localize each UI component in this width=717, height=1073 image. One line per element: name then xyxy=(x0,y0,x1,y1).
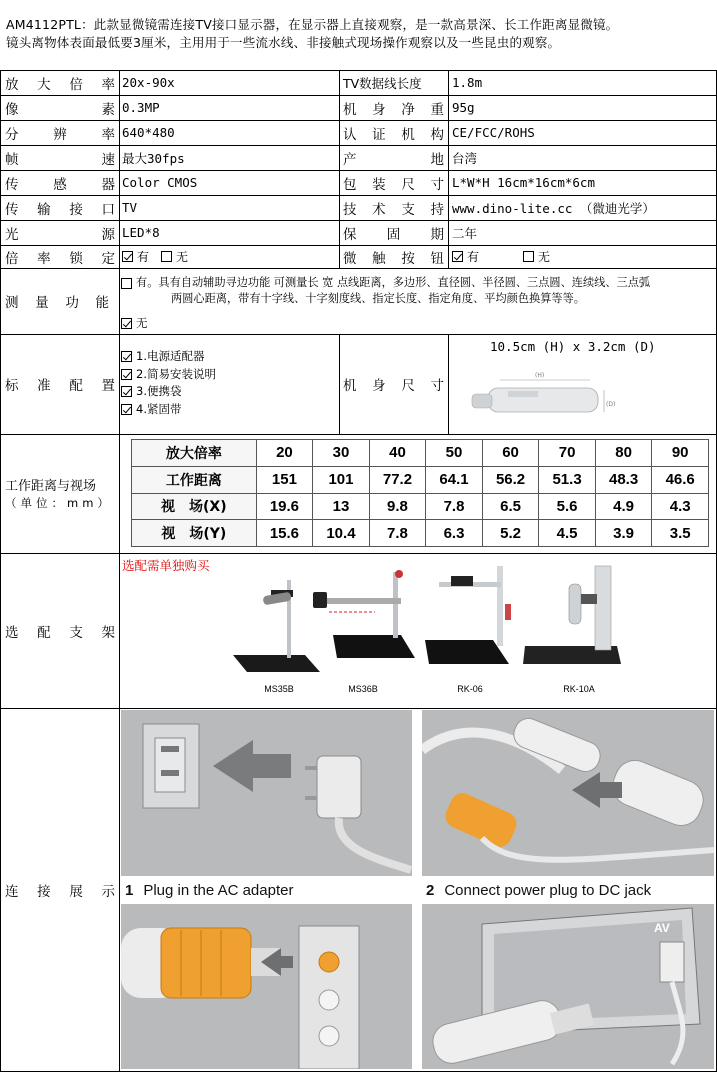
standard-item-checkbox[interactable] xyxy=(121,369,132,380)
spec-right-value: 台湾 xyxy=(452,150,478,166)
table-header: 60 xyxy=(482,440,539,467)
table-cell: 151 xyxy=(256,466,313,493)
stand-name-label: MS36B xyxy=(348,684,378,694)
stand-name-label: RK-10A xyxy=(563,684,595,694)
spec-value: 最大30fps xyxy=(122,150,185,166)
spec-right-label: 包 装 尺 寸 xyxy=(343,176,444,193)
table-header: 70 xyxy=(539,440,596,467)
table-cell: 48.3 xyxy=(595,466,652,493)
button-yes-checkbox[interactable] xyxy=(452,251,463,262)
tv-av-label: AV xyxy=(654,921,670,935)
table-cell: 77.2 xyxy=(369,466,426,493)
table-header: 40 xyxy=(369,440,426,467)
intro-line-1: AM4112PTL：此款显微镜需连接TV接口显示器，在显示器上直接观察，是一款高景深、长工作距离显微镜。 xyxy=(6,17,619,32)
table-cell: 3.5 xyxy=(652,520,709,547)
stand-ms36b-image xyxy=(313,570,415,658)
table-row xyxy=(132,466,709,493)
dc-jack-illustration xyxy=(422,710,714,876)
table-header: 20 xyxy=(256,440,313,467)
spec-value: Color CMOS xyxy=(122,175,198,190)
table-cell: 46.6 xyxy=(652,466,709,493)
table-cell: 5.6 xyxy=(539,493,596,520)
table-cell: 51.3 xyxy=(539,466,596,493)
spec-value: LED*8 xyxy=(122,225,160,240)
stand-name-label: RK-06 xyxy=(457,684,483,694)
lock-yes-checkbox[interactable] xyxy=(122,251,133,262)
stand-rk10a-image xyxy=(523,566,621,664)
step-2-text: Connect power plug to DC jack xyxy=(444,881,652,899)
table-cell: 4.5 xyxy=(539,520,596,547)
table-cell: 3.9 xyxy=(595,520,652,547)
measure-yes: 有。具有自动辅助寻边功能 可测量长 宽 点线距离，多边形、直径圆、半径圆、三点圆、连续线、三点弧 两圆心距离，带有十字线、十字刻度线、指定长度、指定角度、平均颜色换算等等。 xyxy=(121,275,713,307)
microscope-dimension-image xyxy=(470,366,620,426)
standard-item: 3.便携袋 xyxy=(121,383,216,401)
standard-item-checkbox[interactable] xyxy=(121,386,132,397)
table-cell: 10.4 xyxy=(313,520,370,547)
table-cell: 5.2 xyxy=(482,520,539,547)
button-no-option[interactable]: 无 xyxy=(523,248,550,265)
spec-label: 传 感 器 xyxy=(5,176,115,193)
standard-item: 1.电源适配器 xyxy=(121,348,216,366)
table-cell: 56.2 xyxy=(482,466,539,493)
table-cell: 7.8 xyxy=(426,493,483,520)
lock-no-option[interactable]: 无 xyxy=(161,248,188,265)
stand-name-label: MS35B xyxy=(264,684,294,694)
standard-item: 4.紧固带 xyxy=(121,401,216,419)
spec-right-label: 技 术 支 持 xyxy=(343,201,444,218)
spec-right-label: 认 证 机 构 xyxy=(343,126,444,143)
arrow-left-icon xyxy=(213,740,291,792)
table-cell: 4.9 xyxy=(595,493,652,520)
table-cell: 101 xyxy=(313,466,370,493)
intro-line-2: 镜头离物体表面最低要3厘米，主用用于一些流水线、非接触式现场操作观察以及一些昆虫的观察。 xyxy=(6,35,561,50)
size-value: 10.5cm (H) x 3.2cm (D) xyxy=(490,339,656,354)
step-1-text: Plug in the AC adapter xyxy=(143,881,294,899)
spec-right-label: TV数据线长度 xyxy=(343,75,422,91)
lock-no-checkbox[interactable] xyxy=(161,251,172,262)
standard-item-checkbox[interactable] xyxy=(121,404,132,415)
table-row xyxy=(132,520,709,547)
measure-yes-checkbox[interactable] xyxy=(121,278,132,289)
table-cell: 13 xyxy=(313,493,370,520)
step-2-caption xyxy=(422,878,714,902)
working-distance-table xyxy=(131,439,709,547)
ac-adapter-illustration xyxy=(121,710,412,876)
rca-plug-illustration xyxy=(121,904,412,1069)
connect-panel-2 xyxy=(422,710,714,876)
button-label: 微 触 按 钮 xyxy=(343,250,444,267)
spec-label: 像 素 xyxy=(5,101,115,118)
stands-label: 选 配 支 架 xyxy=(5,624,115,641)
table-cell: 64.1 xyxy=(426,466,483,493)
lock-options xyxy=(122,245,188,268)
table-header: 30 xyxy=(313,440,370,467)
table-cell: 视 场(Y) xyxy=(132,520,257,547)
spec-right-value: www.dino-lite.cc （微迪光学） xyxy=(452,200,655,216)
stand-ms35b-image xyxy=(233,580,320,672)
measure-no: 无 xyxy=(121,315,148,331)
connect-label: 连 接 展 示 xyxy=(5,883,115,900)
step-1-number: 1 xyxy=(125,881,134,899)
stands-image xyxy=(225,560,625,700)
spec-right-label: 产 地 xyxy=(343,151,444,168)
lock-yes-option[interactable]: 有 xyxy=(122,248,149,265)
table-header: 80 xyxy=(595,440,652,467)
measure-no-checkbox[interactable] xyxy=(121,318,132,329)
intro-text xyxy=(6,16,716,52)
tv-av-illustration xyxy=(422,904,714,1069)
connect-panel-4 xyxy=(422,904,714,1069)
connect-panel-3 xyxy=(121,904,412,1069)
spec-label: 分 辨 率 xyxy=(5,126,115,143)
standard-label: 标 准 配 置 xyxy=(5,378,115,394)
button-options xyxy=(452,245,550,268)
connect-panel-1 xyxy=(121,710,412,876)
spec-right-value: L*W*H 16cm*16cm*6cm xyxy=(452,175,595,190)
button-no-checkbox[interactable] xyxy=(523,251,534,262)
table-row xyxy=(132,440,709,467)
spec-label: 放 大 倍 率 xyxy=(5,76,115,93)
stand-rk06-image xyxy=(425,566,511,664)
dim-d-label: (D) xyxy=(606,401,616,408)
table-header: 放大倍率 xyxy=(132,440,257,467)
table-cell: 4.3 xyxy=(652,493,709,520)
measure-yes-text2: 两圆心距离，带有十字线、十字刻度线、指定长度、指定角度、平均颜色换算等等。 xyxy=(171,292,585,305)
table-cell: 19.6 xyxy=(256,493,313,520)
table-cell: 工作距离 xyxy=(132,466,257,493)
spec-label: 传 输 接 口 xyxy=(5,201,115,218)
button-yes-option[interactable]: 有 xyxy=(452,248,479,265)
standard-items xyxy=(121,348,216,418)
spec-right-label: 保 固 期 xyxy=(343,226,444,243)
lock-label: 倍 率 锁 定 xyxy=(5,250,115,267)
dim-h-label: (H) xyxy=(535,372,545,379)
working-label xyxy=(5,478,117,512)
spec-right-value: 95g xyxy=(452,100,475,115)
spec-label: 帧 速 xyxy=(5,151,115,168)
table-cell: 6.3 xyxy=(426,520,483,547)
working-label-line1: 工作距离与视场 xyxy=(5,479,97,494)
spec-right-value: CE/FCC/ROHS xyxy=(452,125,535,140)
measure-label: 测 量 功 能 xyxy=(5,295,109,311)
spec-right-label: 机 身 净 重 xyxy=(343,101,444,118)
table-row xyxy=(132,493,709,520)
spec-value: 0.3MP xyxy=(122,100,160,115)
size-label: 机 身 尺 寸 xyxy=(343,378,444,394)
standard-item-checkbox[interactable] xyxy=(121,351,132,362)
table-cell: 9.8 xyxy=(369,493,426,520)
spec-value: 640*480 xyxy=(122,125,175,140)
stands-note: 选配需单独购买 xyxy=(122,558,210,573)
step-2-number: 2 xyxy=(426,881,435,899)
spec-label: 光 源 xyxy=(5,226,115,243)
working-label-line2: （单位：mm） xyxy=(5,496,113,510)
table-cell: 7.8 xyxy=(369,520,426,547)
spec-value: TV xyxy=(122,200,138,215)
step-1-caption xyxy=(121,878,412,902)
spec-right-value: 1.8m xyxy=(452,75,483,90)
table-header: 90 xyxy=(652,440,709,467)
spec-right-value: 二年 xyxy=(452,225,478,241)
standard-item: 2.简易安装说明 xyxy=(121,366,216,384)
spec-value: 20x-90x xyxy=(122,75,175,90)
table-header: 50 xyxy=(426,440,483,467)
table-cell: 6.5 xyxy=(482,493,539,520)
table-cell: 15.6 xyxy=(256,520,313,547)
table-cell: 视 场(X) xyxy=(132,493,257,520)
